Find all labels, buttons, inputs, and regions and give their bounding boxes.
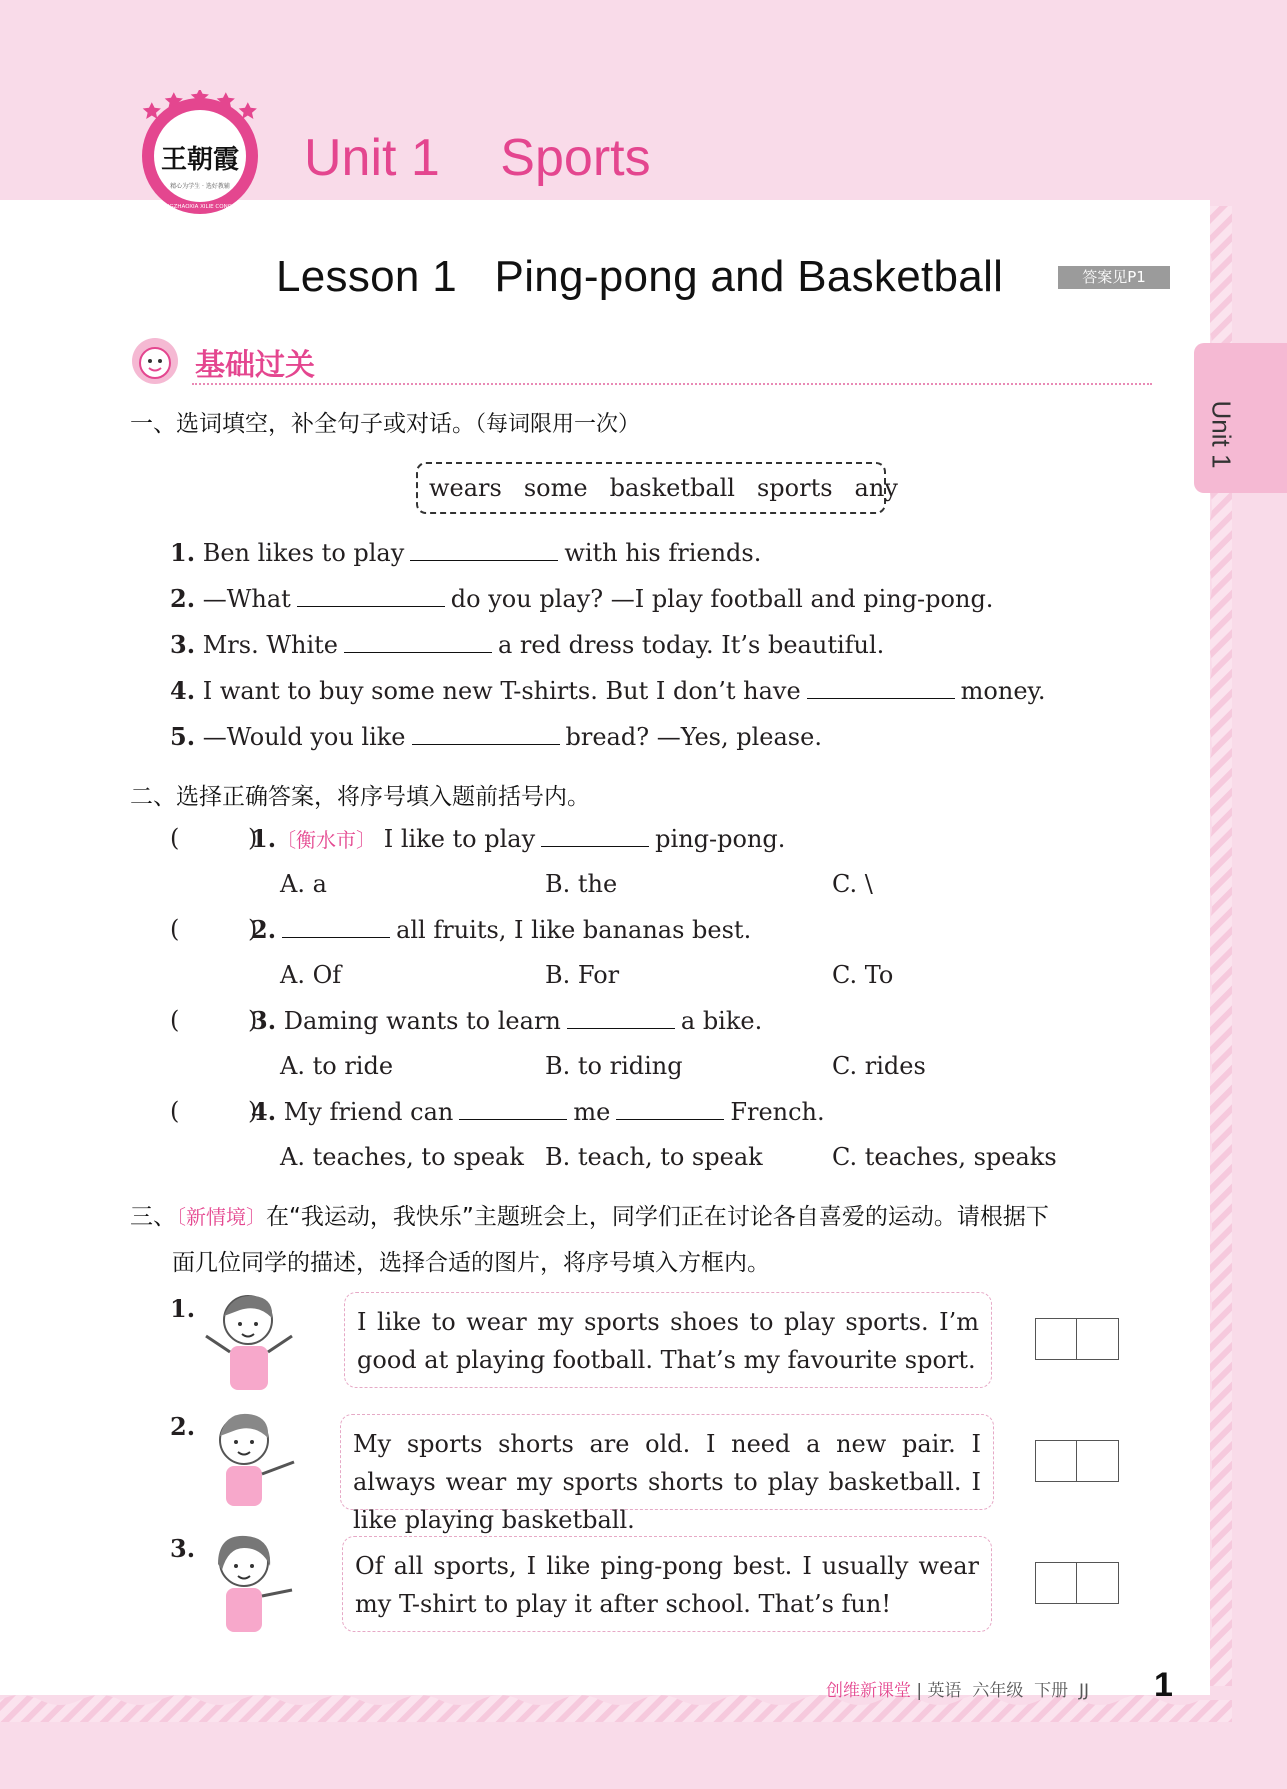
fill-question-4: 4. I want to buy some new T-shirts. But I don’t have money. <box>170 676 1046 705</box>
answer-parenthesis[interactable]: ( ) <box>170 824 258 852</box>
option-c[interactable]: C. rides <box>832 1052 926 1080</box>
answer-parenthesis[interactable]: ( ) <box>170 915 258 943</box>
fill-question-3: 3. Mrs. White a red dress today. It’s beautiful. <box>170 630 885 659</box>
answer-blank <box>282 917 390 938</box>
option-a[interactable]: A. Of <box>280 961 342 989</box>
fill-question-2: 2. —What do you play? —I play football and ping-pong. <box>170 584 994 613</box>
section-title: 基础过关 <box>195 348 315 383</box>
logo-motto: 精心为学生 · 选好教辅 <box>170 183 230 190</box>
answer-square[interactable] <box>1035 1440 1119 1482</box>
answer-blank[interactable] <box>344 632 492 653</box>
word-bank-item: sports <box>756 474 833 502</box>
mascot-icon <box>128 336 182 386</box>
option-c[interactable]: C. To <box>832 961 894 989</box>
unit-title <box>304 128 651 188</box>
answer-square[interactable] <box>1035 1562 1119 1604</box>
boy-character-icon <box>192 1290 302 1400</box>
answer-blank[interactable] <box>412 724 560 745</box>
boy-character-icon <box>192 1408 302 1518</box>
word-bank-item: any <box>854 474 898 502</box>
answer-blank <box>567 1008 675 1029</box>
option-a[interactable]: A. teaches, to speak <box>280 1143 524 1171</box>
part2-heading: 二、选择正确答案，将序号填入题前括号内。 <box>130 784 590 810</box>
word-bank <box>416 462 898 514</box>
fill-question-5: 5. —Would you like bread? —Yes, please. <box>170 722 822 751</box>
answer-blank <box>459 1099 567 1120</box>
publisher-logo <box>136 90 264 218</box>
option-b[interactable]: B. For <box>545 961 620 989</box>
answer-blank[interactable] <box>807 678 955 699</box>
footer-brand: 创维新课堂 <box>826 1681 911 1701</box>
option-b[interactable]: B. the <box>545 870 618 898</box>
answer-reference-tag: 答案见P1 <box>1058 266 1170 289</box>
girl-character-icon <box>192 1530 302 1640</box>
answer-square[interactable] <box>1035 1318 1119 1360</box>
part3-heading-line1: 三、〔新情境〕在“我运动，我快乐”主题班会上，同学们正在讨论各自喜爱的运动。请根据下 <box>130 1204 1049 1230</box>
lesson-title: Lesson 1 Ping-pong and Basketball <box>276 252 1004 301</box>
word-bank-item: basketball <box>609 474 735 502</box>
option-b[interactable]: B. to riding <box>545 1052 683 1080</box>
description-box-3: Of all sports, I like ping-pong best. I usually wear my T-shirt to play it after school. That’s fun! <box>342 1536 992 1632</box>
option-c[interactable]: C. \ <box>832 870 873 898</box>
match-item-number: 3. <box>170 1534 196 1563</box>
footer-info <box>826 1676 1089 1701</box>
section-divider <box>192 383 1152 385</box>
option-b[interactable]: B. teach, to speak <box>545 1143 763 1171</box>
unit-topic: Sports <box>500 129 651 187</box>
page-number: 1 <box>1154 1666 1173 1704</box>
match-item-number: 1. <box>170 1294 196 1323</box>
logo-ring-text: WANGZHAOXIA XILIE CONGSHU <box>156 204 244 210</box>
word-bank-item: wears <box>429 474 502 502</box>
answer-blank <box>541 826 649 847</box>
choice-question-1: 1.〔衡水市〕 I like to play ping-pong. <box>251 824 786 853</box>
option-a[interactable]: A. to ride <box>280 1052 394 1080</box>
part1-note: （每词限用一次） <box>475 412 641 437</box>
answer-parenthesis[interactable]: ( ) <box>170 1006 258 1034</box>
situation-tag: 〔新情境〕 <box>176 1205 266 1229</box>
word-bank-item: some <box>523 474 588 502</box>
option-a[interactable]: A. a <box>280 870 327 898</box>
logo-text: 王朝霞 <box>160 145 240 175</box>
part1-heading: 一、选词填空，补全句子或对话。（每词限用一次） <box>130 411 641 437</box>
part3-heading-line2: 面几位同学的描述，选择合适的图片，将序号填入方框内。 <box>172 1250 770 1276</box>
answer-parenthesis[interactable]: ( ) <box>170 1097 258 1125</box>
option-c[interactable]: C. teaches, speaks <box>832 1143 1057 1171</box>
choice-question-4: 4. My friend can me French. <box>251 1097 825 1126</box>
match-item-number: 2. <box>170 1412 196 1441</box>
side-tab-label: Unit 1 <box>1206 400 1237 469</box>
footer-details: | 英语 六年级 下册 JJ <box>916 1681 1089 1701</box>
source-tag: 〔衡水市〕 <box>276 828 377 852</box>
description-box-1: I like to wear my sports shoes to play sports. I’m good at playing football. That’s my favourite sport. <box>344 1292 992 1388</box>
choice-question-3: 3. Daming wants to learn a bike. <box>251 1006 763 1035</box>
unit-label: Unit 1 <box>304 129 440 187</box>
fill-question-1: 1. Ben likes to play with his friends. <box>170 538 762 567</box>
answer-blank[interactable] <box>297 586 445 607</box>
description-box-2: My sports shorts are old. I need a new pair. I always wear my sports shorts to play basketball. I like playing basketball. <box>340 1414 994 1510</box>
answer-blank <box>616 1099 724 1120</box>
choice-question-2: 2. all fruits, I like bananas best. <box>251 915 752 944</box>
answer-blank[interactable] <box>410 540 558 561</box>
